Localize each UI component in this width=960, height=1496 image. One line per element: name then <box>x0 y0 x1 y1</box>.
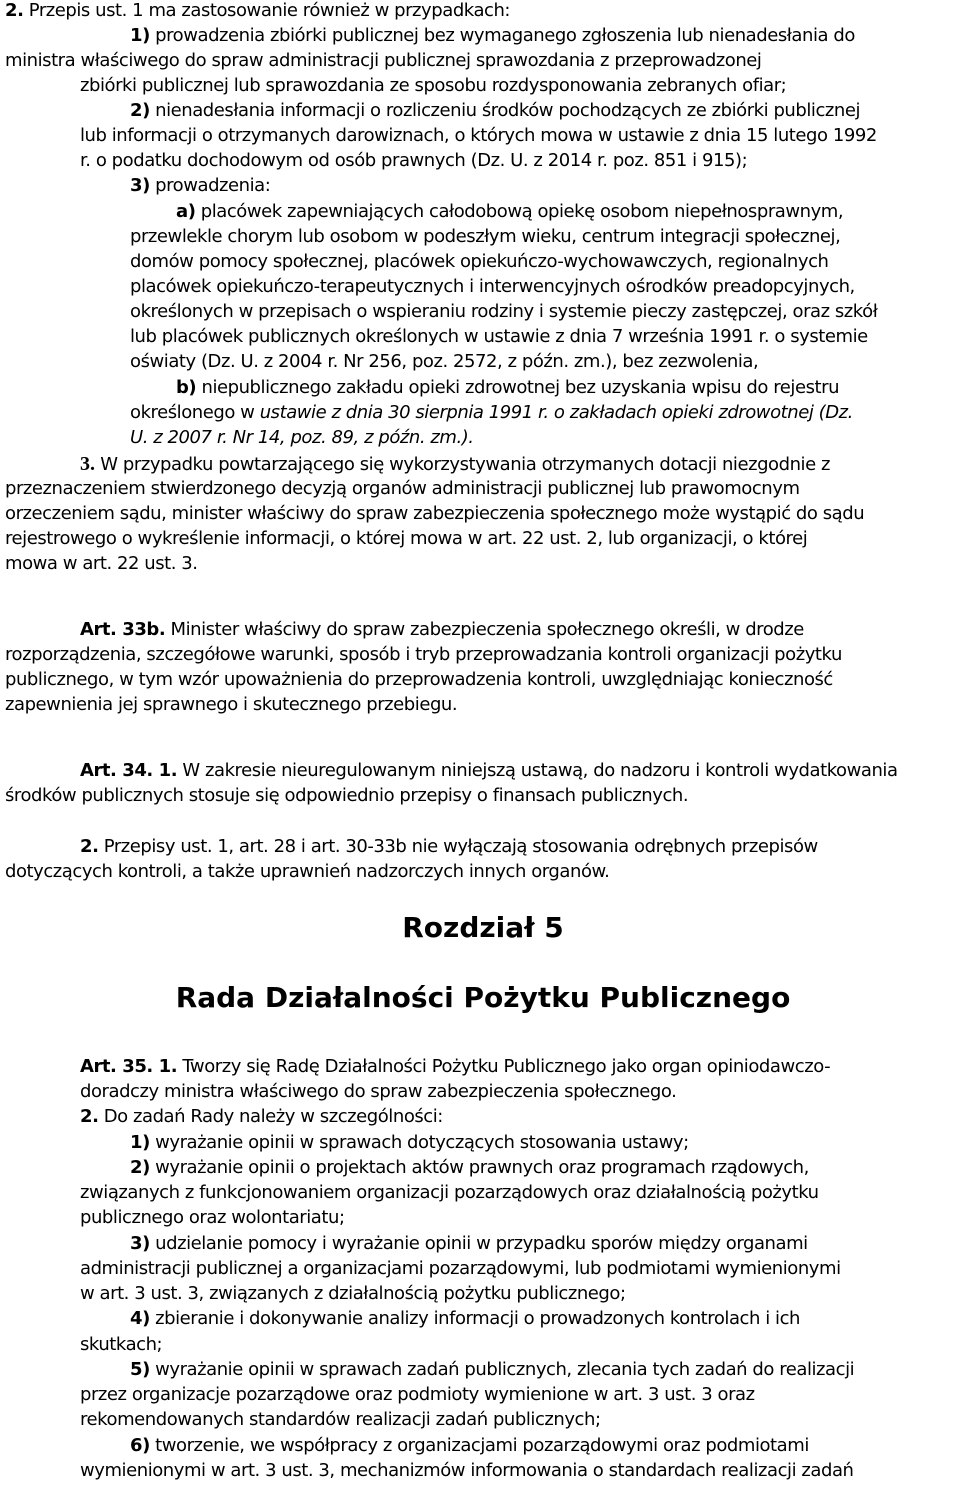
paragraph-line: określonego w ustawie z dnia 30 sierpnia 1991 r. o zakładach opieki zdrowotnej (Dz. <box>130 402 853 423</box>
paragraph-line: zbiórki publicznej lub sprawozdania ze sposobu rozdysponowania zebranych ofiar; <box>80 75 787 96</box>
paragraph-line: 3. W przypadku powtarzającego się wykorzystywania otrzymanych dotacji niezgodnie z <box>80 453 831 475</box>
paragraph-line: w art. 3 ust. 3, związanych z działalnością pożytku publicznego; <box>80 1283 626 1304</box>
list-item: 4) zbieranie i dokonywanie analizy informacji o prowadzonych kontrolach i ich <box>130 1308 800 1329</box>
article-line: Art. 35. 1. Tworzy się Radę Działalności Pożytku Publicznego jako organ opiniodawczo- <box>80 1056 831 1077</box>
list-item: 6) tworzenie, we współpracy z organizacjami pozarządowymi oraz podmiotami <box>130 1435 809 1456</box>
paragraph-line: administracji publicznej a organizacjami pozarządowymi, lub podmiotami wymienionymi <box>80 1258 841 1279</box>
paragraph-line: wymienionymi w art. 3 ust. 3, mechanizmów informowania o standardach realizacji zadań <box>80 1460 854 1481</box>
paragraph-line: 2. Do zadań Rady należy w szczególności: <box>80 1106 443 1127</box>
paragraph-line: przewlekle chorym lub osobom w podeszłym wieku, centrum integracji społecznej, <box>130 226 841 247</box>
paragraph-line: 2. Przepisy ust. 1, art. 28 i art. 30-33b nie wyłączają stosowania odrębnych przepisów <box>80 836 818 857</box>
paragraph-line: skutkach; <box>80 1334 163 1355</box>
paragraph-line: publicznego, w tym wzór upoważnienia do przeprowadzenia kontroli, uwzględniając konieczność <box>5 669 833 690</box>
paragraph-line: środków publicznych stosuje się odpowiednio przepisy o finansach publicznych. <box>5 785 689 806</box>
list-item: 2) nienadesłania informacji o rozliczeniu środków pochodzących ze zbiórki publicznej <box>130 100 861 121</box>
list-item: 1) prowadzenia zbiórki publicznej bez wymaganego zgłoszenia lub nienadesłania do <box>130 25 855 46</box>
paragraph-line: lub placówek publicznych określonych w ustawie z dnia 7 września 1991 r. o systemie <box>130 326 868 347</box>
paragraph-line: publicznego oraz wolontariatu; <box>80 1207 345 1228</box>
paragraph-line: związanych z funkcjonowaniem organizacji pozarządowych oraz działalnością pożytku <box>80 1182 819 1203</box>
paragraph-line: 2. Przepis ust. 1 ma zastosowanie również w przypadkach: <box>5 0 511 21</box>
paragraph-line: doradczy ministra właściwego do spraw zabezpieczenia społecznego. <box>80 1081 677 1102</box>
paragraph-line: przez organizacje pozarządowe oraz podmioty wymienione w art. 3 ust. 3 oraz <box>80 1384 755 1405</box>
list-item: 2) wyrażanie opinii o projektach aktów prawnych oraz programach rządowych, <box>130 1157 809 1178</box>
paragraph-line: oświaty (Dz. U. z 2004 r. Nr 256, poz. 2572, z późn. zm.), bez zezwolenia, <box>130 351 759 372</box>
paragraph-line: orzeczeniem sądu, minister właściwy do spraw zabezpieczenia społecznego może wystąpić do sądu <box>5 503 865 524</box>
paragraph-line: placówek opiekuńczo-terapeutycznych i interwencyjnych ośrodków preadopcyjnych, <box>130 276 855 297</box>
paragraph-line: dotyczących kontroli, a także uprawnień nadzorczych innych organów. <box>5 861 610 882</box>
chapter-title: Rada Działalności Pożytku Publicznego <box>175 981 791 1014</box>
paragraph-line: zapewnienia jej sprawnego i skutecznego przebiegu. <box>5 694 458 715</box>
article-line: Art. 34. 1. W zakresie nieuregulowanym niniejszą ustawą, do nadzoru i kontroli wydatkowania <box>80 760 898 781</box>
paragraph-line: rozporządzenia, szczegółowe warunki, sposób i tryb przeprowadzania kontroli organizacji pożytku <box>5 644 842 665</box>
paragraph-line: ministra właściwego do spraw administracji publicznej sprawozdania z przeprowadzonej <box>5 50 762 71</box>
paragraph-line: U. z 2007 r. Nr 14, poz. 89, z późn. zm.). <box>130 427 474 448</box>
list-item: a) placówek zapewniających całodobową opiekę osobom niepełnosprawnym, <box>176 201 844 222</box>
paragraph-line: przeznaczeniem stwierdzonego decyzją organów administracji publicznej lub prawomocnym <box>5 478 800 499</box>
paragraph-line: r. o podatku dochodowym od osób prawnych (Dz. U. z 2014 r. poz. 851 i 915); <box>80 150 748 171</box>
paragraph-line: domów pomocy społecznej, placówek opiekuńczo-wychowawczych, regionalnych <box>130 251 829 272</box>
paragraph-line: określonych w przepisach o wspieraniu rodziny i systemie pieczy zastępczej, oraz szkół <box>130 301 878 322</box>
chapter-heading: Rozdział 5 <box>402 911 564 944</box>
article-line: Art. 33b. Minister właściwy do spraw zabezpieczenia społecznego określi, w drodze <box>80 619 804 640</box>
list-item: 3) prowadzenia: <box>130 175 271 196</box>
paragraph-line: mowa w art. 22 ust. 3. <box>5 553 198 574</box>
paragraph-line: rekomendowanych standardów realizacji zadań publicznych; <box>80 1409 601 1430</box>
paragraph-line: lub informacji o otrzymanych darowiznach, o których mowa w ustawie z dnia 15 lutego 1992 <box>80 125 877 146</box>
list-item: b) niepublicznego zakładu opieki zdrowotnej bez uzyskania wpisu do rejestru <box>176 377 840 398</box>
list-item: 5) wyrażanie opinii w sprawach zadań publicznych, zlecania tych zadań do realizacji <box>130 1359 855 1380</box>
list-item: 3) udzielanie pomocy i wyrażanie opinii w przypadku sporów między organami <box>130 1233 808 1254</box>
paragraph-line: rejestrowego o wykreślenie informacji, o której mowa w art. 22 ust. 2, lub organizacji, o której <box>5 528 808 549</box>
list-item: 1) wyrażanie opinii w sprawach dotyczących stosowania ustawy; <box>130 1132 689 1153</box>
